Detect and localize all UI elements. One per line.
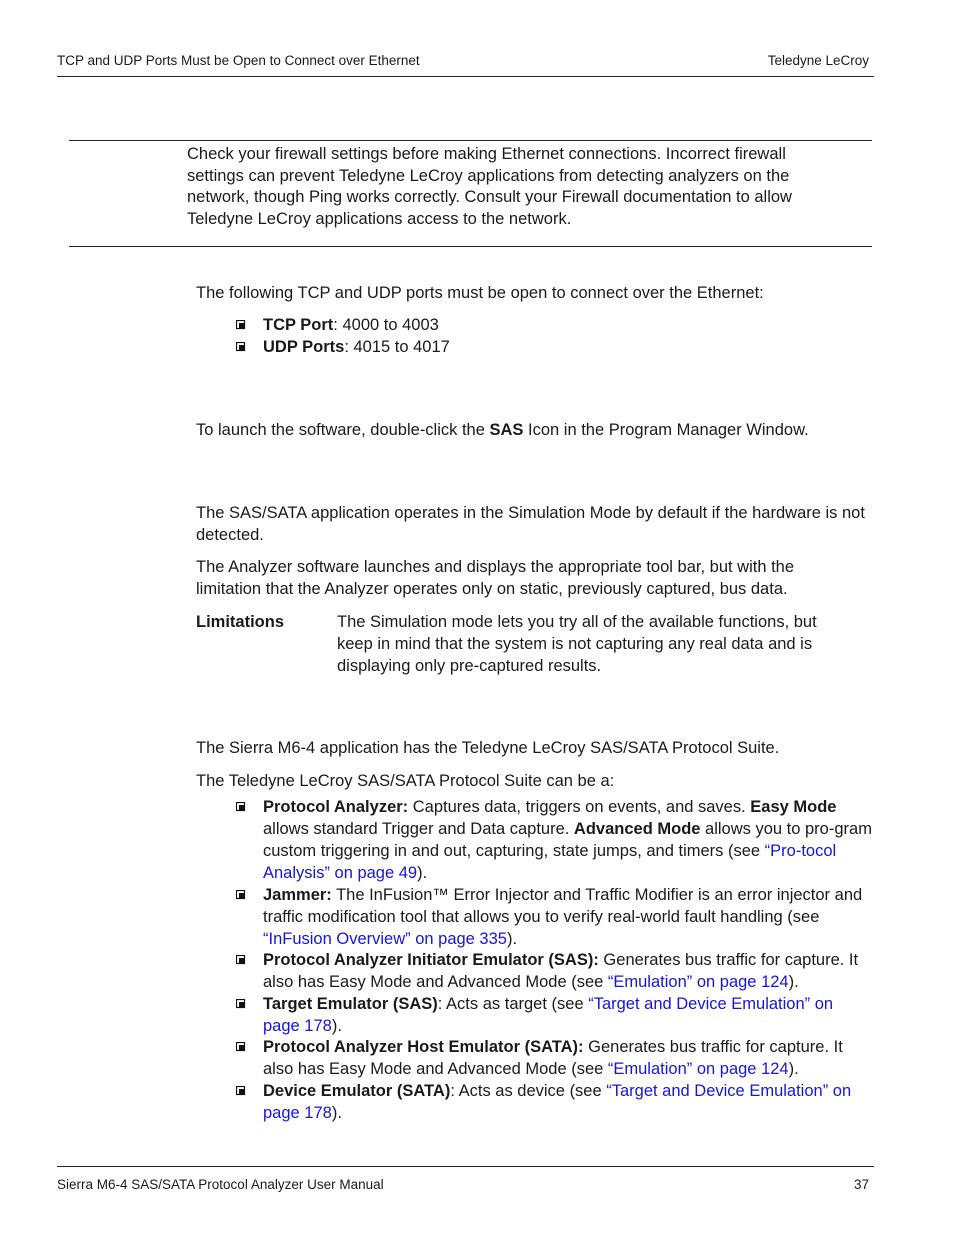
page-number: 37 [853,1177,869,1192]
suite-intro: The Sierra M6-4 application has the Teledyne LeCroy SAS/SATA Protocol Suite. [196,739,780,757]
emulation-link[interactable]: “Emulation” on page 124 [607,1060,789,1078]
infusion-overview-link[interactable]: “InFusion Overview” on page 335 [263,930,507,948]
limitations-text: The Simulation mode lets you try all of the available functions, but keep in mind that the system is not capturing any real data and is displaying only pre-captured results. [337,613,817,675]
footer-divider [57,1166,874,1167]
checkbox-bullet-icon [236,955,246,965]
suite-list-intro: The Teledyne LeCroy SAS/SATA Protocol Suite can be a: [196,772,615,790]
list-item-protocol-analyzer: Protocol Analyzer: Captures data, triggers on events, and saves. Easy Mode allows standard Trigger and Data capture. Advanced Mode allows you to pro-gram custom triggering in and out, capturing, state jumps, and timers (see “Pro-tocol Analysis” on page 49). [263,798,872,882]
firewall-note: Check your firewall settings before making Ethernet connections. Incorrect firewall settings can prevent Teledyne LeCroy applications from detecting analyzers on the network, though Ping works correctly. Consult your Firewall documentation to allow Teledyne LeCroy applications access to the network. [187,145,792,229]
checkbox-bullet-icon [236,999,246,1009]
footer-manual-title: Sierra M6-4 SAS/SATA Protocol Analyzer User Manual [57,1177,384,1192]
target-device-emulation-link[interactable]: “Target and Device Emulation” on page 178 [263,1082,852,1122]
limitations-label: Limitations [196,613,285,631]
checkbox-bullet-icon [236,320,246,330]
checkbox-bullet-icon [236,1086,246,1096]
list-item-device-emulator: Device Emulator (SATA): Acts as device (see “Target and Device Emulation” on page 178). [263,1082,852,1122]
checkbox-bullet-icon [236,890,246,900]
checkbox-bullet-icon [236,802,246,812]
list-item-initiator-emulator: Protocol Analyzer Initiator Emulator (SAS): Generates bus traffic for capture. It also has Easy Mode and Advanced Mode (see “Emulation” on page 124). [263,951,859,991]
launch-instructions: To launch the software, double-click the SAS Icon in the Program Manager Window. [196,421,809,439]
simulation-para-1: The SAS/SATA application operates in the Simulation Mode by default if the hardware is not detected. [196,504,865,544]
protocol-analysis-link[interactable]: “Pro-tocol Analysis” on page 49 [263,842,837,882]
checkbox-bullet-icon [236,342,246,352]
note-top-divider [69,140,872,141]
note-bottom-divider [69,246,872,247]
list-item-tcp-port: TCP Port: 4000 to 4003 [263,316,439,334]
emulation-link[interactable]: “Emulation” on page 124 [607,973,789,991]
simulation-para-2: The Analyzer software launches and displays the appropriate tool bar, but with the limitation that the Analyzer operates only on static, previously captured, bus data. [196,558,795,598]
list-item-udp-ports: UDP Ports: 4015 to 4017 [263,338,450,356]
running-header-company: Teledyne LeCroy [767,53,869,68]
list-item-target-emulator: Target Emulator (SAS): Acts as target (see “Target and Device Emulation” on page 178). [263,995,834,1035]
running-header-title: TCP and UDP Ports Must be Open to Connect over Ethernet [57,53,420,68]
list-item-host-emulator: Protocol Analyzer Host Emulator (SATA): Generates bus traffic for capture. It also has Easy Mode and Advanced Mode (see “Emulation” on page 124). [263,1038,843,1078]
ports-intro: The following TCP and UDP ports must be open to connect over the Ethernet: [196,284,764,302]
list-item-jammer: Jammer: The InFusion™ Error Injector and Traffic Modifier is an error injector and traffic modification tool that allows you to verify real-world fault handling (see “InFusion Overview” on page 335). [263,886,863,948]
target-device-emulation-link[interactable]: “Target and Device Emulation” on page 178 [263,995,834,1035]
checkbox-bullet-icon [236,1042,246,1052]
header-divider [57,76,874,77]
